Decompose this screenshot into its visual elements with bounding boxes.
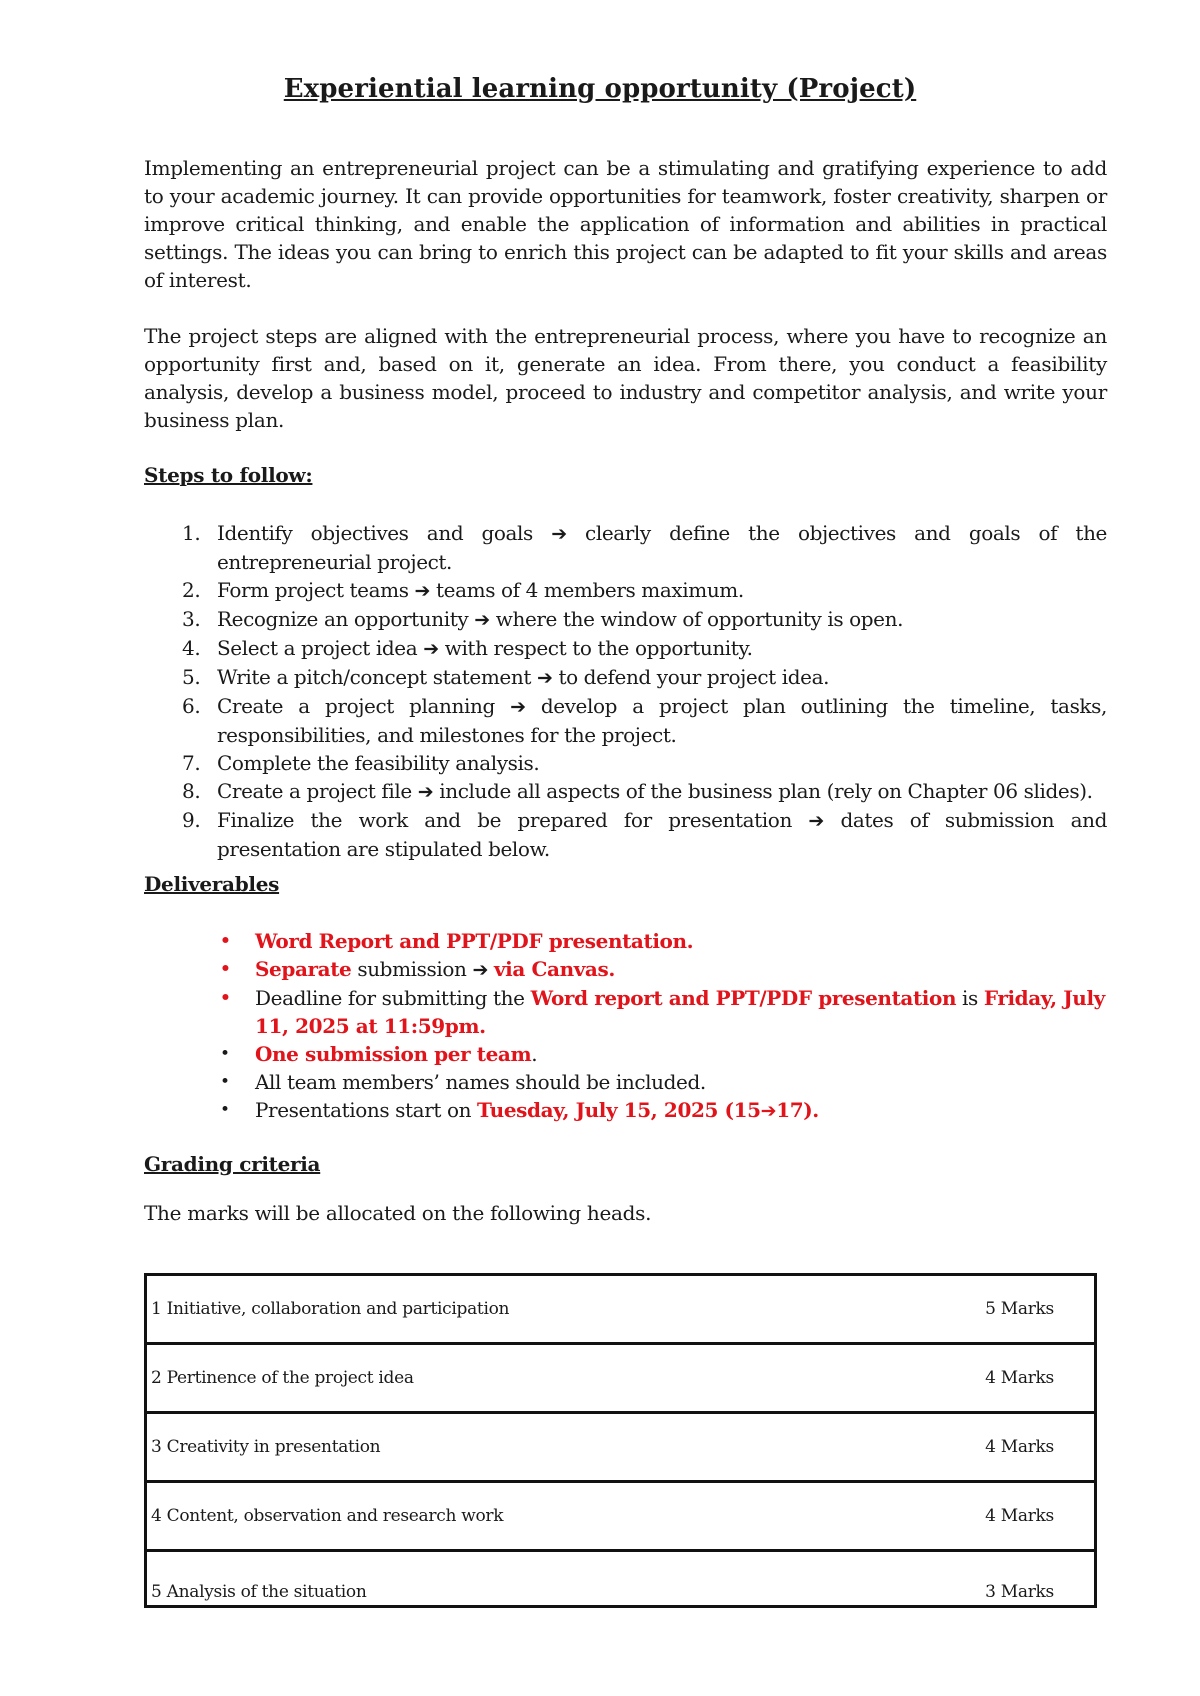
grading-table	[144, 1273, 1097, 1608]
grading-intro: The marks will be allocated on the following heads.	[144, 1201, 652, 1225]
list-item: • Word Report and PPT/PDF presentation.	[220, 929, 694, 953]
arrow-right-icon: ➔	[760, 1100, 777, 1122]
page-title: Experiential learning opportunity (Project)	[283, 74, 917, 104]
list-item: • Separate submission ➔ via Canvas.	[220, 957, 615, 981]
arrow-right-icon: ➔	[414, 580, 431, 602]
list-item: • Presentations start on Tuesday, July 15, 2025 (15➔17).	[220, 1098, 819, 1122]
arrow-right-icon: ➔	[808, 810, 824, 832]
arrow-right-icon: ➔	[472, 959, 488, 981]
criterion-cell: 5 Analysis of the situation	[151, 1582, 367, 1602]
marks-cell: 4 Marks	[850, 1413, 1096, 1482]
list-item: 4. Select a project idea ➔ with respect to the opportunity.	[182, 636, 753, 660]
arrow-right-icon: ➔	[423, 638, 439, 660]
table-row	[146, 1482, 1096, 1551]
bullet-icon: •	[220, 1072, 230, 1092]
deliverables-heading: Deliverables	[144, 872, 280, 896]
bullet-icon: •	[220, 988, 231, 1008]
bullet-icon: •	[220, 959, 231, 979]
table-row	[146, 1551, 1096, 1607]
list-item: • All team members’ names should be included.	[220, 1070, 706, 1094]
bullet-icon: •	[220, 1044, 230, 1064]
arrow-right-icon: ➔	[510, 696, 526, 718]
criterion-cell: 2 Pertinence of the project idea	[146, 1344, 851, 1413]
steps-heading: Steps to follow:	[144, 463, 313, 487]
arrow-right-icon: ➔	[474, 609, 490, 631]
deliverables-list	[144, 927, 1107, 1125]
arrow-right-icon: ➔	[551, 523, 567, 545]
marks-cell: 4 Marks	[850, 1482, 1096, 1551]
list-item: • One submission per team.	[220, 1042, 538, 1066]
list-item: 2. Form project teams ➔ teams of 4 members maximum.	[182, 578, 744, 602]
marks-cell: 3 Marks	[985, 1582, 1054, 1602]
marks-cell: 4 Marks	[850, 1344, 1096, 1413]
steps-list	[144, 519, 1107, 863]
criterion-cell: 3 Creativity in presentation	[146, 1413, 851, 1482]
marks-cell: 5 Marks	[850, 1275, 1096, 1344]
criterion-cell: 1 Initiative, collaboration and participation	[146, 1275, 851, 1344]
grading-heading: Grading criteria	[144, 1152, 321, 1176]
list-item: 3. Recognize an opportunity ➔ where the window of opportunity is open.	[182, 607, 904, 631]
intro-paragraph-2: The project steps are aligned with the entrepreneurial process, where you have to recognize an opportunity first and, based on it, generate an idea. From there, you conduct a feasibility analysis, develop a business model, proceed to industry and competitor analysis, and write your business plan.	[144, 324, 1107, 432]
list-item: 1. Identify objectives and goals ➔ clearly define the objectives and goals of the entrepreneurial project.	[182, 521, 1107, 574]
intro-paragraph-1: Implementing an entrepreneurial project can be a stimulating and gratifying experience to add to your academic journey. It can provide opportunities for teamwork, foster creativity, sharpen or improve critical thinking, and enable the application of information and abilities in practical settings. The ideas you can bring to enrich this project can be adapted to fit your skills and areas of interest.	[144, 156, 1107, 292]
arrow-right-icon: ➔	[417, 781, 434, 803]
table-row	[146, 1413, 1096, 1482]
criterion-cell: 4 Content, observation and research work	[146, 1482, 851, 1551]
list-item: 6. Create a project planning ➔ develop a project plan outlining the timeline, tasks, responsibilities, and milestones for the project.	[182, 694, 1107, 747]
table-row	[146, 1275, 1096, 1344]
arrow-right-icon: ➔	[536, 667, 553, 689]
list-item: 8. Create a project file ➔ include all aspects of the business plan (rely on Chapter 06 slides).	[182, 779, 1093, 803]
list-item: • Deadline for submitting the Word report and PPT/PDF presentation is Friday, July 11, 2025 at 11:59pm.	[220, 986, 1105, 1038]
table-row	[146, 1344, 1096, 1413]
bullet-icon: •	[220, 931, 231, 951]
list-item: 5. Write a pitch/concept statement ➔ to defend your project idea.	[182, 665, 830, 689]
bullet-icon: •	[220, 1100, 230, 1120]
list-item: 7. Complete the feasibility analysis.	[182, 751, 540, 775]
list-item: 9. Finalize the work and be prepared for presentation ➔ dates of submission and presentation are stipulated below.	[182, 808, 1107, 861]
